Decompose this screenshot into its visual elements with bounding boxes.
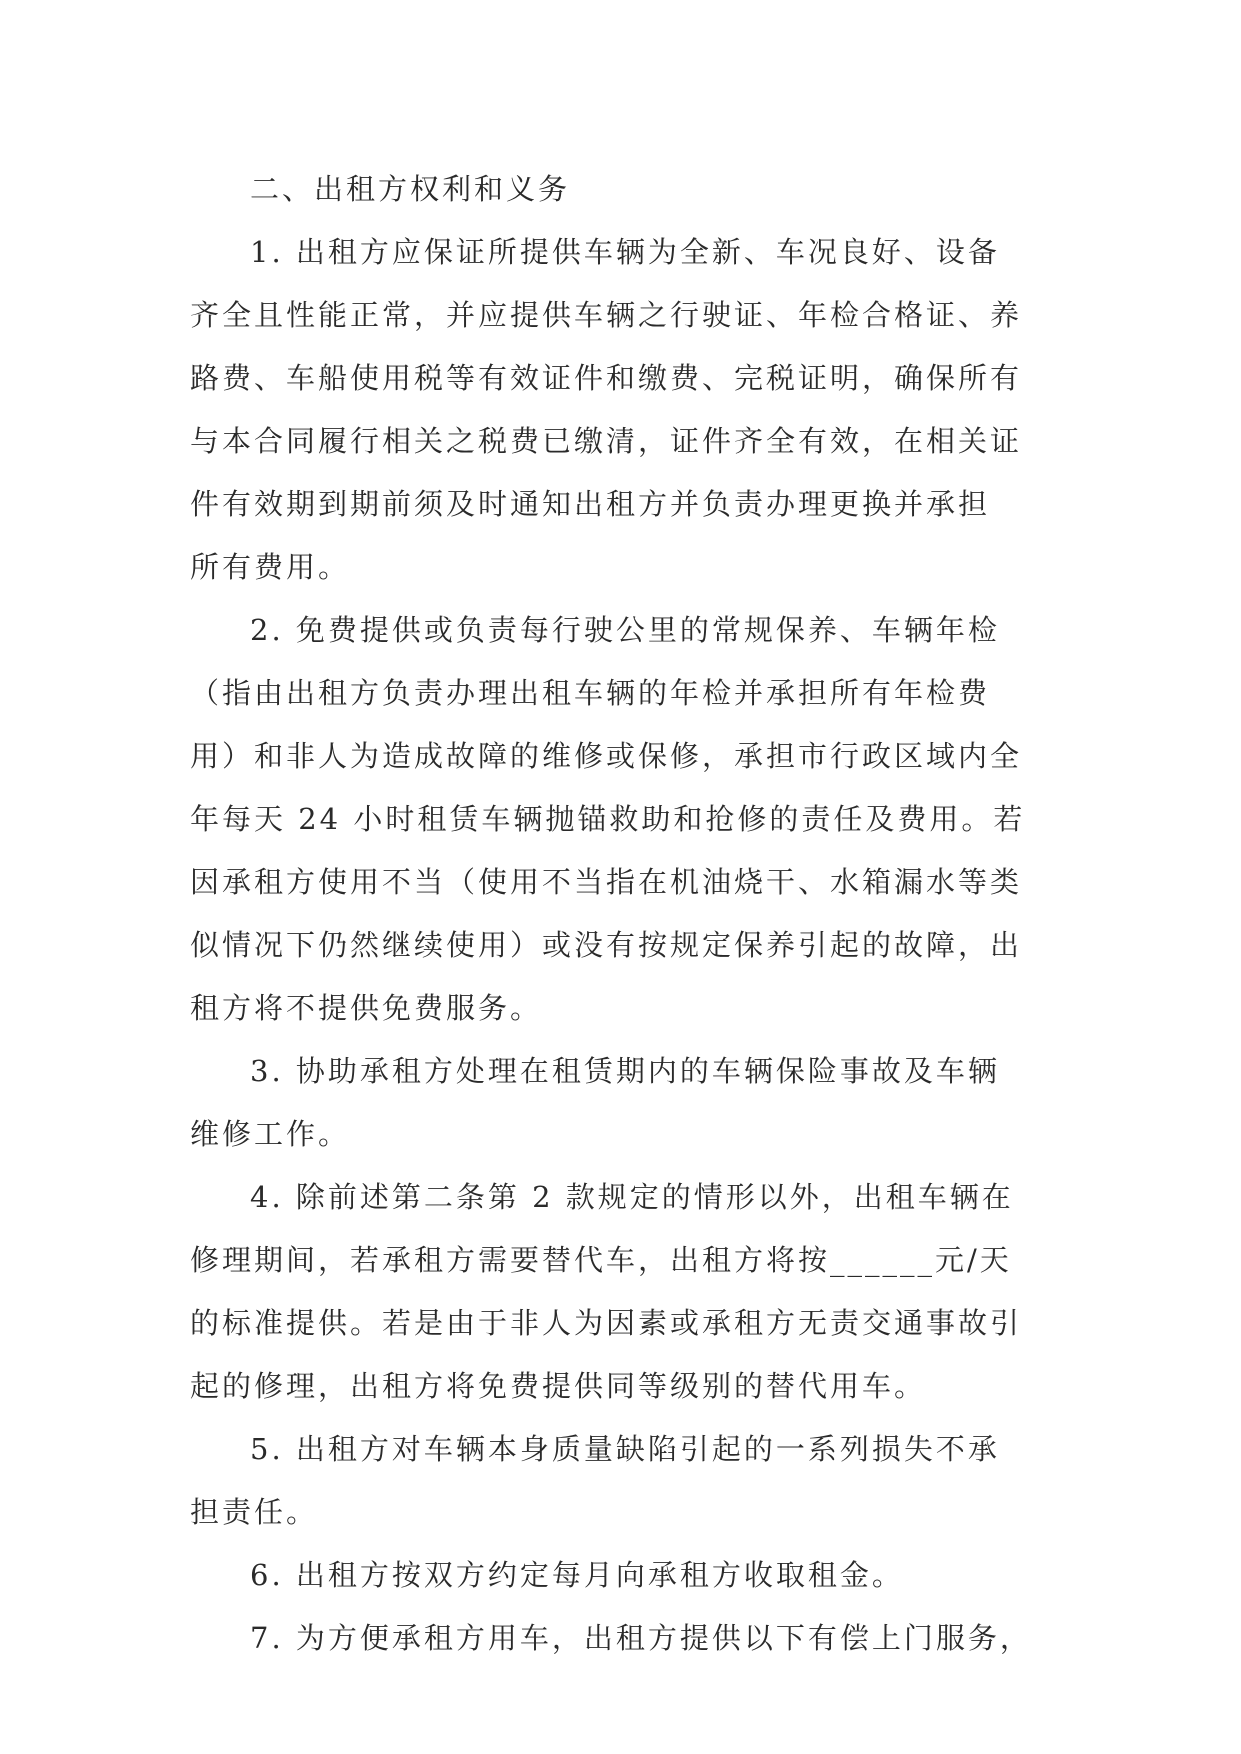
clause-7-line-1: 7. 为方便承租方用车，出租方提供以下有偿上门服务，	[250, 1621, 1032, 1655]
clause-3-line-2: 维修工作。	[190, 1117, 351, 1151]
clause-4-line-3: 的标准提供。若是由于非人为因素或承租方无责交通事故引	[190, 1306, 1023, 1340]
clause-2-line-7: 租方将不提供免费服务。	[190, 991, 543, 1025]
clause-1-line-4: 与本合同履行相关之税费已缴清，证件齐全有效，在相关证	[190, 424, 1023, 458]
clause-2-line-6: 似情况下仍然继续使用）或没有按规定保养引起的故障，出	[190, 928, 1023, 962]
clause-2-line-2: （指由出租方负责办理出租车辆的年检并承担所有年检费	[190, 676, 991, 710]
clause-2-line-4: 年每天 24 小时租赁车辆抛锚救助和抢修的责任及费用。若	[190, 802, 1026, 836]
clause-1-line-1: 1. 出租方应保证所提供车辆为全新、车况良好、设备	[250, 235, 1000, 269]
section-heading: 二、出租方权利和义务	[250, 172, 571, 206]
clause-4-line-2: 修理期间，若承租方需要替代车，出租方将按______元/天	[190, 1243, 1012, 1277]
clause-1-line-3: 路费、车船使用税等有效证件和缴费、完税证明，确保所有	[190, 361, 1023, 395]
clause-1-line-6: 所有费用。	[190, 550, 351, 584]
clause-3-line-1: 3. 协助承租方处理在租赁期内的车辆保险事故及车辆	[250, 1054, 1000, 1088]
clause-4-line-4: 起的修理，出租方将免费提供同等级别的替代用车。	[190, 1369, 927, 1403]
clause-2-line-1: 2. 免费提供或负责每行驶公里的常规保养、车辆年检	[250, 613, 1000, 647]
clause-1-line-2: 齐全且性能正常，并应提供车辆之行驶证、年检合格证、养	[190, 298, 1023, 332]
clause-5-line-2: 担责任。	[190, 1495, 319, 1529]
clause-1-line-5: 件有效期到期前须及时通知出租方并负责办理更换并承担	[190, 487, 991, 521]
clause-5-line-1: 5. 出租方对车辆本身质量缺陷引起的一系列损失不承	[250, 1432, 1000, 1466]
clause-2-line-3: 用）和非人为造成故障的维修或保修，承担市行政区域内全	[190, 739, 1023, 773]
document-body	[190, 158, 1050, 1670]
clause-2-line-5: 因承租方使用不当（使用不当指在机油烧干、水箱漏水等类	[190, 865, 1023, 899]
clause-4-line-1: 4. 除前述第二条第 2 款规定的情形以外，出租车辆在	[250, 1180, 1014, 1214]
clause-6-line-1: 6. 出租方按双方约定每月向承租方收取租金。	[250, 1558, 904, 1592]
